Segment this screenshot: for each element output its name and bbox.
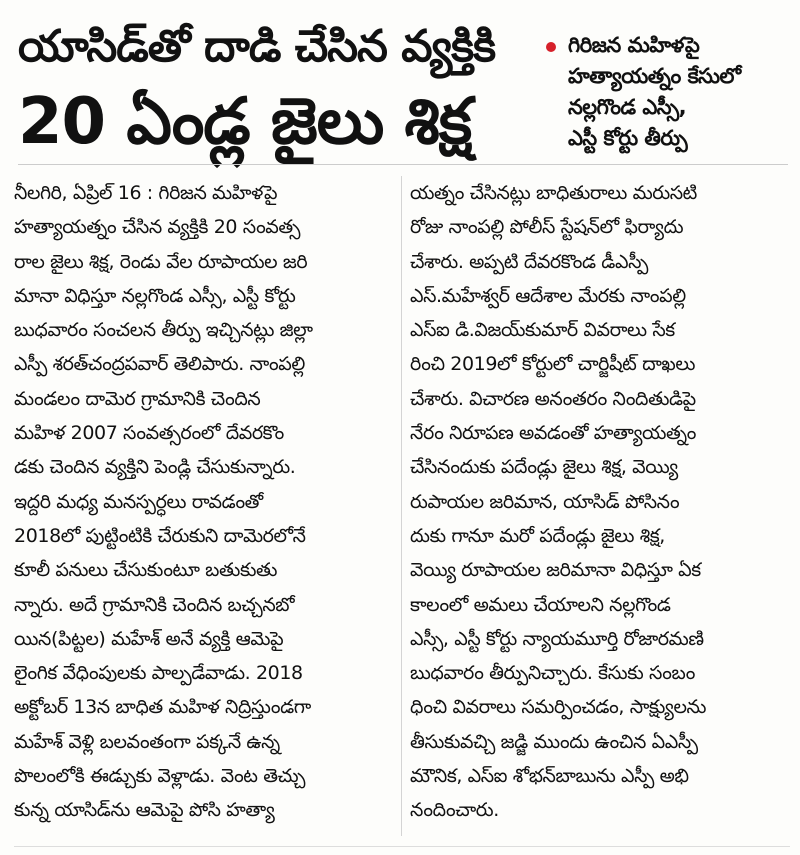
- body-text-line: మహిళ 2007 సంవత్సరంలో దేవరకొం: [14, 422, 284, 445]
- body-text-line: చేశారు. అప్పటి దేవరకొండ డీఎస్పీ: [410, 250, 648, 273]
- body-text-line: న్నారు. అదే గ్రామానికి చెందిన బచ్చనబో: [14, 593, 295, 616]
- article-column-right: [410, 176, 800, 828]
- body-text-line: నేరం నిరూపణ అవడంతో హత్యాయత్నం: [410, 422, 696, 445]
- deck-summary: [546, 30, 786, 154]
- body-text-line: యిన(పిట్టల) మహేశ్ అనే వ్యక్తి ఆమెపై: [14, 627, 284, 650]
- column-divider: [401, 176, 402, 836]
- body-text-line: ఎస్.మహేశ్వర్ ఆదేశాల మేరకు నాంపల్లి: [410, 284, 686, 307]
- body-text-line: రుపాయల జరిమాన, యాసిడ్ పోసినం: [410, 490, 680, 513]
- headline: [18, 14, 538, 164]
- red-bullet-icon: [546, 42, 556, 52]
- article-column-left: [14, 176, 404, 828]
- body-text-line: బుధవారం సంచలన తీర్పు ఇచ్చినట్లు జిల్లా: [14, 319, 313, 342]
- body-text-line: ధించి వివరాలు సమర్పించడం, సాక్ష్యులను: [410, 696, 707, 719]
- deck-line: ఎస్టీ కోర్టు తీర్పు: [568, 126, 688, 150]
- body-text-line: 2018లో పుట్టింటికి చేరుకుని దామెరలోనే: [14, 524, 306, 547]
- headline-divider: [18, 164, 788, 165]
- body-text-line: తీసుకువచ్చి జడ్జి ముందు ఉంచిన ఏఎస్పీ: [410, 730, 698, 753]
- headline-line-1: యాసిడ్‌తో దాడి చేసిన వ్యక్తికి: [18, 21, 496, 72]
- body-text-line: ఇద్దరి మధ్య మనస్పర్ధలు రావడంతో: [14, 490, 263, 513]
- deck-line: నల్లగొండ ఎస్సీ,: [568, 95, 687, 119]
- body-text-line: దుకు గానూ మరో పదేండ్లు జైలు శిక్ష,: [410, 524, 665, 547]
- deck-line: హత్యాయత్నం కేసులో: [568, 64, 741, 88]
- body-text-line: ఎస్సీ, ఎస్టీ కోర్టు న్యాయమూర్తి రోజారమణి: [410, 627, 704, 650]
- body-text-line: చేశారు. విచారణ అనంతరం నిందితుడిపై: [410, 387, 696, 410]
- body-text-line: మౌనిక, ఎస్ఐ శోభన్‌బాబును ఎస్పీ అభి: [410, 765, 689, 788]
- body-text-line: అక్టోబర్ 13న బాధిత మహిళ నిద్రిస్తుండగా: [14, 696, 311, 719]
- body-text-line: యత్నం చేసినట్లు బాధితురాలు మరుసటి: [410, 182, 697, 204]
- body-text-line: మండలం దామెర గ్రామానికి చెందిన: [14, 387, 261, 410]
- body-text-line: లైంగిక వేధింపులకు పాల్పడేవాడు. 2018: [14, 662, 303, 685]
- deck-line: గిరిజన మహిళపై: [568, 33, 700, 57]
- body-text-line: డకు చెందిన వ్యక్తిని పెండ్లి చేసుకున్నారు.: [14, 456, 296, 479]
- body-text-line: వెయ్యి రూపాయల జరిమానా విధిస్తూ ఏక: [410, 559, 701, 582]
- body-text-line: బుధవారం తీర్పునిచ్చారు. కేసుకు సంబం: [410, 662, 695, 685]
- body-text-line: హత్యాయత్నం చేసిన వ్యక్తికి 20 సంవత్స: [14, 216, 301, 239]
- body-text-line: కున్న యాసిడ్‌ను ఆమెపై పోసి హత్యా: [14, 799, 275, 822]
- body-text-line: నందించారు.: [410, 799, 499, 822]
- body-text-line: ఎస్ఐ డి.విజయ్‌కుమార్ వివరాలు సేక: [410, 319, 675, 342]
- body-text-line: కాలంలో అమలు చేయాలని నల్లగొండ: [410, 593, 671, 616]
- body-text-line: చేసినందుకు పదేండ్లు జైలు శిక్ష, వెయ్యి: [410, 456, 678, 479]
- body-text-line: మహేశ్ వెళ్లి బలవంతంగా పక్కనే ఉన్న: [14, 730, 280, 753]
- body-text-line: పొలంలోకి ఈడ్చుకు వెళ్లాడు. వెంట తెచ్చు: [14, 765, 306, 788]
- body-text-line: మానా విధిస్తూ నల్లగొండ ఎస్సీ, ఎస్టీ కోర్టు: [14, 284, 296, 307]
- body-text-line: రోజు నాంపల్లి పోలీస్ స్టేషన్‌లో ఫిర్యాదు: [410, 216, 684, 239]
- body-text-line: నీలగిరి, ఏప్రిల్ 16 : గిరిజన మహిళపై: [14, 182, 278, 204]
- deck-lines: [546, 30, 786, 154]
- body-text-line: ఎస్పీ శరత్‌చంద్రపవార్ తెలిపారు. నాంపల్లి: [14, 353, 305, 376]
- body-text-line: కూలీ పనులు చేసుకుంటూ బతుకుతు: [14, 559, 278, 582]
- body-text-line: రాల జైలు శిక్ష, రెండు వేల రూపాయల జరి: [14, 250, 308, 273]
- bottom-rule: [14, 846, 790, 847]
- body-text-line: రించి 2019లో కోర్టులో చార్జిషీట్ దాఖలు: [410, 353, 696, 376]
- headline-line-2: 20 ఏండ్ల జైలు శిక్ష: [18, 85, 472, 159]
